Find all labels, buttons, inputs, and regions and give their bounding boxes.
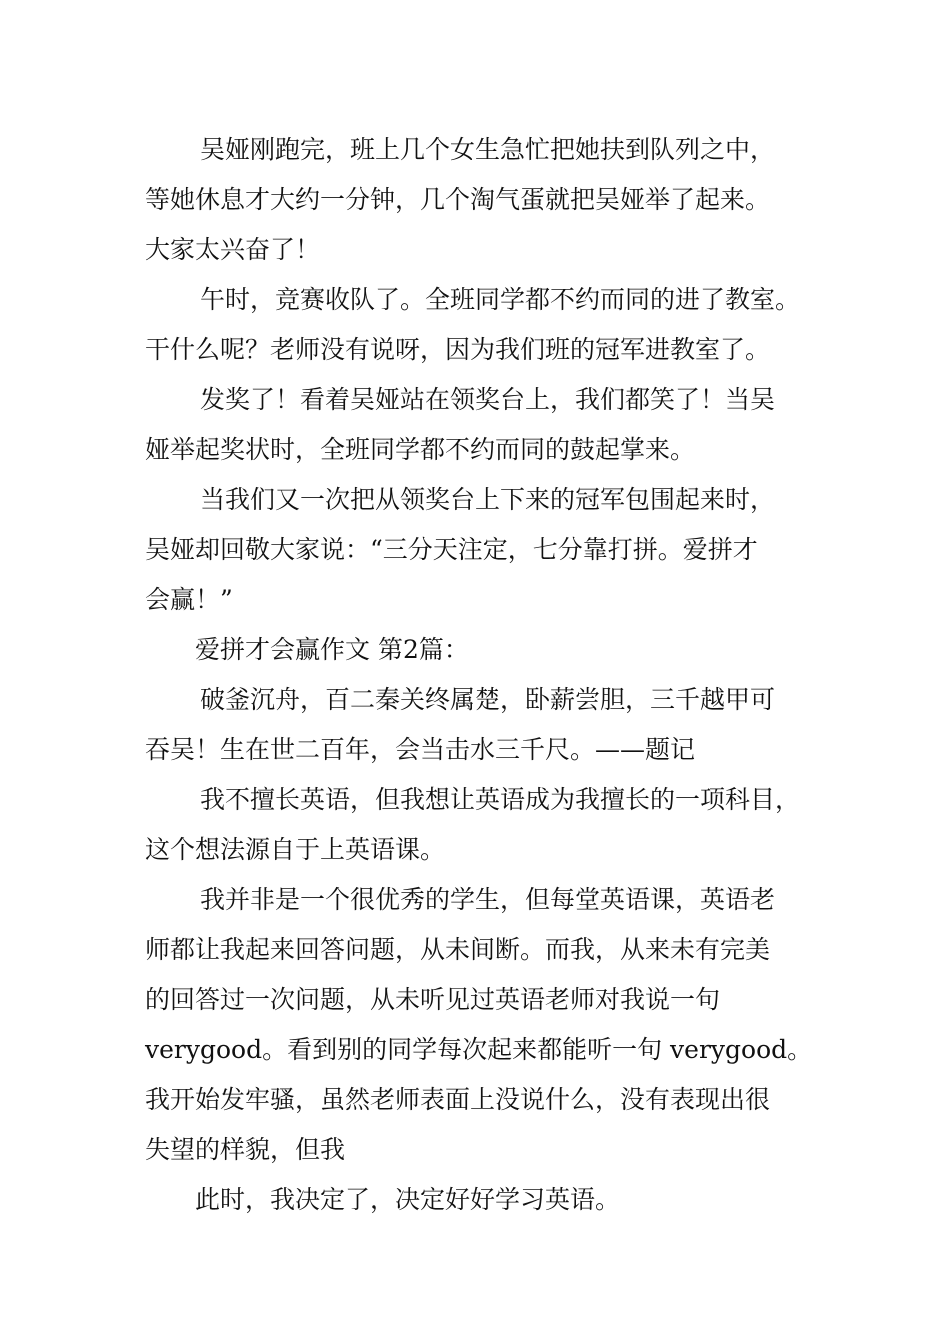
paragraph-line: 我不擅长英语，但我想让英语成为我擅长的一项科目， [200,785,801,814]
paragraph-line: 这个想法源自于上英语课。 [145,835,446,864]
paragraph-line: 会赢！” [145,585,233,614]
paragraph-line: 我并非是一个很优秀的学生，但每堂英语课，英语老 [200,885,776,914]
paragraph-line: 大家太兴奋了！ [145,235,321,264]
paragraph-line: 当我们又一次把从领奖台上下来的冠军包围起来时， [200,485,776,514]
section-heading: 爱拼才会赢作文 第2篇： [195,635,469,664]
paragraph-line: 午时，竞赛收队了。全班同学都不约而同的进了教室。 [200,285,801,314]
paragraph-line: 娅举起奖状时，全班同学都不约而同的鼓起掌来。 [145,435,696,464]
paragraph-line: verygood。看到别的同学每次起来都能听一句 verygood。 [145,1035,813,1064]
paragraph-line: 失望的样貌，但我 [145,1135,346,1164]
paragraph-line: 吴娅刚跑完，班上几个女生急忙把她扶到队列之中， [200,135,776,164]
paragraph-line: 的回答过一次问题，从未听见过英语老师对我说一句 [145,985,721,1014]
paragraph-line: 此时，我决定了，决定好好学习英语。 [195,1185,621,1214]
paragraph-line: 我开始发牢骚，虽然老师表面上没说什么，没有表现出很 [145,1085,771,1114]
paragraph-line: 吞吴！生在世二百年，会当击水三千尺。——题记 [145,735,696,764]
paragraph-line: 吴娅却回敬大家说：“三分天注定，七分靠打拼。爱拼才 [145,535,758,564]
paragraph-line: 等她休息才大约一分钟，几个淘气蛋就把吴娅举了起来。 [145,185,771,214]
paragraph-line: 破釜沉舟，百二秦关终属楚，卧薪尝胆，三千越甲可 [200,685,776,714]
paragraph-line: 师都让我起来回答问题，从未间断。而我，从来未有完美 [145,935,771,964]
paragraph-line: 发奖了！看着吴娅站在领奖台上，我们都笑了！当吴 [200,385,776,414]
paragraph-line: 干什么呢？老师没有说呀，因为我们班的冠军进教室了。 [145,335,771,364]
